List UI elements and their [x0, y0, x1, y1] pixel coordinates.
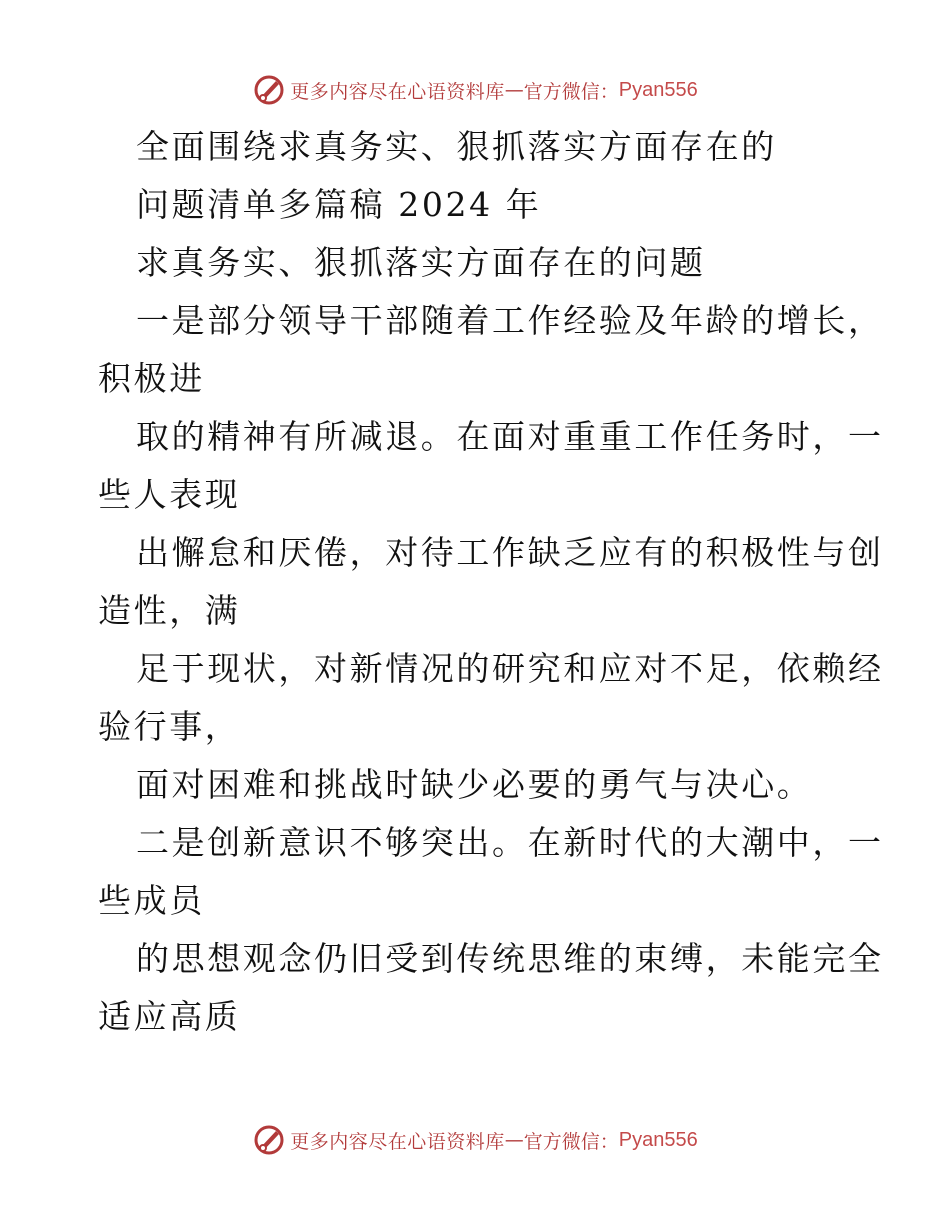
- paragraph-line: 的思想观念仍旧受到传统思维的束缚，未能完全: [136, 939, 884, 978]
- document-body: [98, 118, 884, 1046]
- paragraph-line: 造性，满: [98, 591, 241, 630]
- paragraph-line: 积极进: [98, 359, 205, 398]
- paragraph-line: 全面围绕求真务实、狠抓落实方面存在的: [136, 127, 777, 166]
- paragraph-line: 问题清单多篇稿 2024 年: [136, 185, 542, 224]
- logo-icon: [252, 73, 286, 107]
- paragraph-line: 些人表现: [98, 475, 241, 514]
- watermark-label: 官方微信：: [523, 80, 619, 103]
- paragraph-line: 验行事，: [98, 707, 241, 746]
- paragraph-line: 些成员: [98, 881, 205, 920]
- watermark-separator: —: [504, 1129, 524, 1151]
- watermark-brand: 更多内容尽在心语资料库: [290, 1130, 505, 1153]
- watermark-brand: 更多内容尽在心语资料库: [290, 80, 505, 103]
- watermark-id: Pyan556: [618, 78, 698, 101]
- watermark-id: Pyan556: [618, 1128, 698, 1151]
- paragraph-line: 出懈怠和厌倦，对待工作缺乏应有的积极性与创: [136, 533, 884, 572]
- footer-watermark: [0, 1120, 950, 1160]
- watermark-label: 官方微信：: [523, 1130, 619, 1153]
- watermark-separator: —: [504, 79, 524, 101]
- paragraph-line: 求真务实、狠抓落实方面存在的问题: [136, 243, 706, 282]
- logo-icon: [252, 1123, 286, 1157]
- paragraph-line: 取的精神有所减退。在面对重重工作任务时，一: [136, 417, 884, 456]
- header-watermark: [0, 70, 950, 110]
- paragraph-line: 一是部分领导干部随着工作经验及年龄的增长，: [136, 301, 884, 340]
- paragraph-line: 足于现状，对新情况的研究和应对不足，依赖经: [136, 649, 884, 688]
- paragraph-line: 适应高质: [98, 997, 241, 1036]
- paragraph-line: 面对困难和挑战时缺少必要的勇气与决心。: [136, 765, 813, 804]
- paragraph-line: 二是创新意识不够突出。在新时代的大潮中，一: [136, 823, 884, 862]
